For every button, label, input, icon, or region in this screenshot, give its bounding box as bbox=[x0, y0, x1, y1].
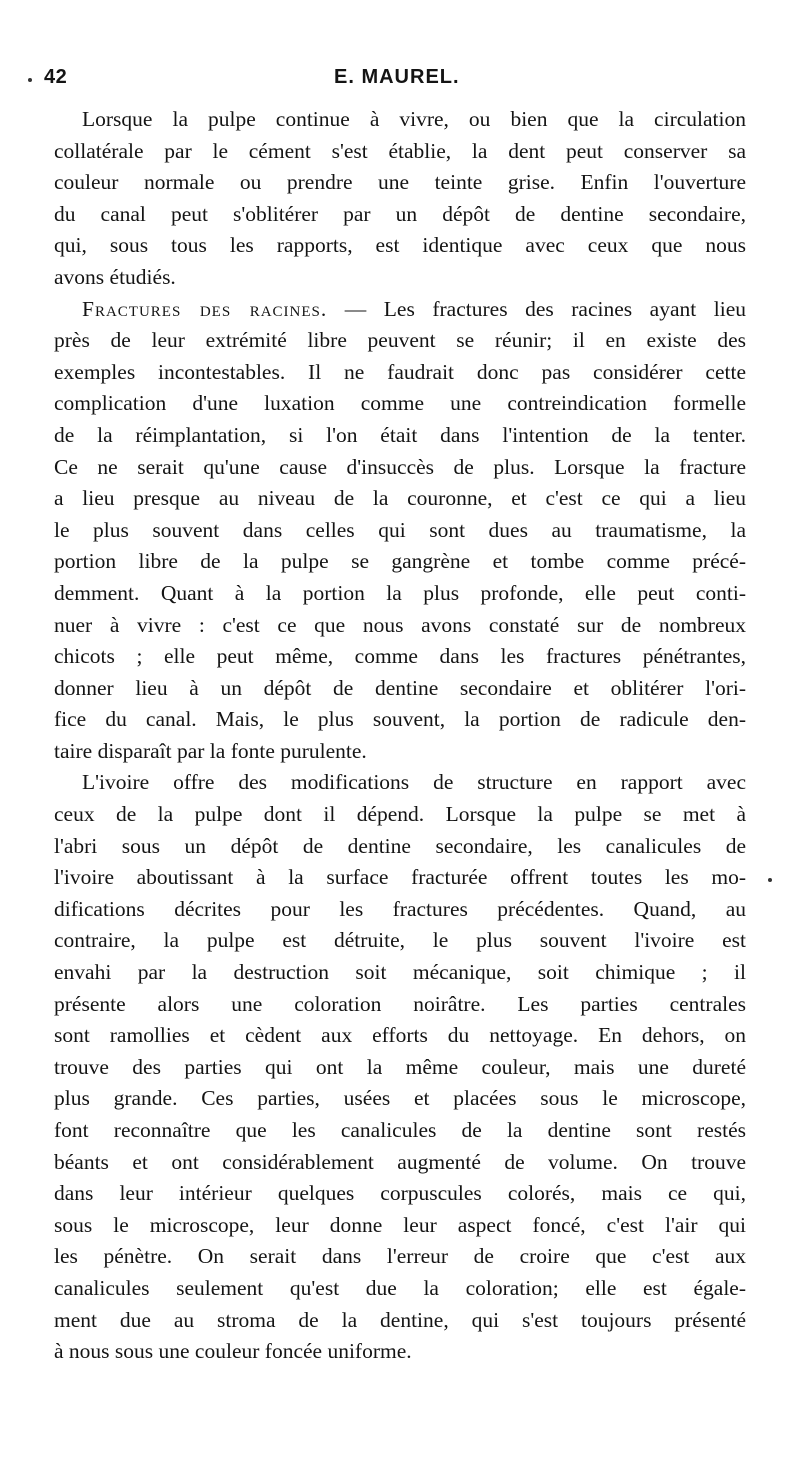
text-line: chicots ; elle peut même, comme dans les fractures pénétrantes, bbox=[54, 644, 746, 669]
text-line: envahi par la destruction soit mécanique, soit chimique ; il bbox=[54, 960, 746, 985]
text-line: exemples incontestables. Il ne faudrait donc pas considérer cette bbox=[54, 359, 746, 384]
text-line: Ce ne serait qu'une cause d'insuccès de plus. Lorsque la fracture bbox=[54, 454, 746, 479]
paragraph bbox=[54, 104, 746, 294]
text-line: à nous sous une couleur foncée uniforme. bbox=[54, 1339, 412, 1364]
text-line: près de leur extrémité libre peuvent se réunir; il en existe des bbox=[54, 328, 746, 353]
text-line: trouve des parties qui ont la même couleur, mais une dureté bbox=[54, 1054, 746, 1079]
text-line: collatérale par le cément s'est établie, la dent peut conserver sa bbox=[54, 138, 746, 163]
text-line: béants et ont considérablement augmenté de volume. On trouve bbox=[54, 1149, 746, 1174]
text-line: complication d'une luxation comme une contreindication formelle bbox=[54, 391, 746, 416]
text-line: taire disparaît par la fonte purulente. bbox=[54, 738, 367, 763]
text-line: couleur normale ou prendre une teinte grise. Enfin l'ouverture bbox=[54, 170, 746, 195]
page-header bbox=[44, 66, 748, 96]
text-line bbox=[54, 294, 746, 326]
text-line: plus grande. Ces parties, usées et placées sous le microscope, bbox=[54, 1086, 746, 1111]
text-line: l'ivoire aboutissant à la surface fracturée offrent toutes les mo- bbox=[54, 865, 746, 890]
text-line: présente alors une coloration noirâtre. Les parties centrales bbox=[54, 991, 746, 1016]
text-line: l'abri sous un dépôt de dentine secondaire, les canalicules de bbox=[54, 833, 746, 858]
page-number: 42 bbox=[44, 66, 68, 88]
text-line: contraire, la pulpe est détruite, le plus souvent l'ivoire est bbox=[54, 928, 746, 953]
text-line: les pénètre. On serait dans l'erreur de croire que c'est aux bbox=[54, 1244, 746, 1269]
text-line: qui, sous tous les rapports, est identique avec ceux que nous bbox=[54, 233, 746, 258]
text-line: du canal peut s'oblitérer par un dépôt de dentine secondaire, bbox=[54, 201, 746, 226]
text-line: ment due au stroma de la dentine, qui s'est toujours présenté bbox=[54, 1307, 746, 1332]
text-line: nuer à vivre : c'est ce que nous avons constaté sur de nombreux bbox=[54, 612, 746, 637]
text-line: sont ramollies et cèdent aux efforts du nettoyage. En dehors, on bbox=[54, 1023, 746, 1048]
body-text bbox=[54, 104, 746, 1368]
running-head: E. MAUREL. bbox=[334, 66, 460, 88]
text-line: demment. Quant à la portion la plus profonde, elle peut conti- bbox=[54, 580, 746, 605]
text-line: portion libre de la pulpe se gangrène et tombe comme précé- bbox=[54, 549, 746, 574]
text-line: sous le microscope, leur donne leur aspect foncé, c'est l'air qui bbox=[54, 1212, 746, 1237]
text-line: avons étudiés. bbox=[54, 264, 176, 289]
text-run: — Les fractures des racines ayant lieu bbox=[327, 296, 746, 321]
text-line: canalicules seulement qu'est due la coloration; elle est égale- bbox=[54, 1275, 746, 1300]
text-line: dans leur intérieur quelques corpuscules colorés, mais ce qui, bbox=[54, 1181, 746, 1206]
text-line: L'ivoire offre des modifications de structure en rapport avec bbox=[82, 770, 746, 795]
text-line: de la réimplantation, si l'on était dans l'intention de la tenter. bbox=[54, 422, 746, 447]
paragraph bbox=[54, 294, 746, 768]
text-line: donner lieu à un dépôt de dentine secondaire et oblitérer l'ori- bbox=[54, 675, 746, 700]
margin-mark bbox=[768, 878, 772, 882]
section-heading: Fractures des racines. bbox=[82, 296, 328, 321]
margin-mark bbox=[28, 78, 32, 82]
text-line: ceux de la pulpe dont il dépend. Lorsque la pulpe se met à bbox=[54, 802, 746, 827]
text-line: le plus souvent dans celles qui sont dues au traumatisme, la bbox=[54, 517, 746, 542]
text-line: difications décrites pour les fractures précédentes. Quand, au bbox=[54, 896, 746, 921]
text-line: a lieu presque au niveau de la couronne, et c'est ce qui a lieu bbox=[54, 486, 746, 511]
text-line: font reconnaître que les canalicules de la dentine sont restés bbox=[54, 1118, 746, 1142]
paragraph bbox=[54, 767, 746, 1367]
text-line: fice du canal. Mais, le plus souvent, la portion de radicule den- bbox=[54, 707, 746, 732]
text-line: Lorsque la pulpe continue à vivre, ou bien que la circulation bbox=[82, 107, 746, 131]
